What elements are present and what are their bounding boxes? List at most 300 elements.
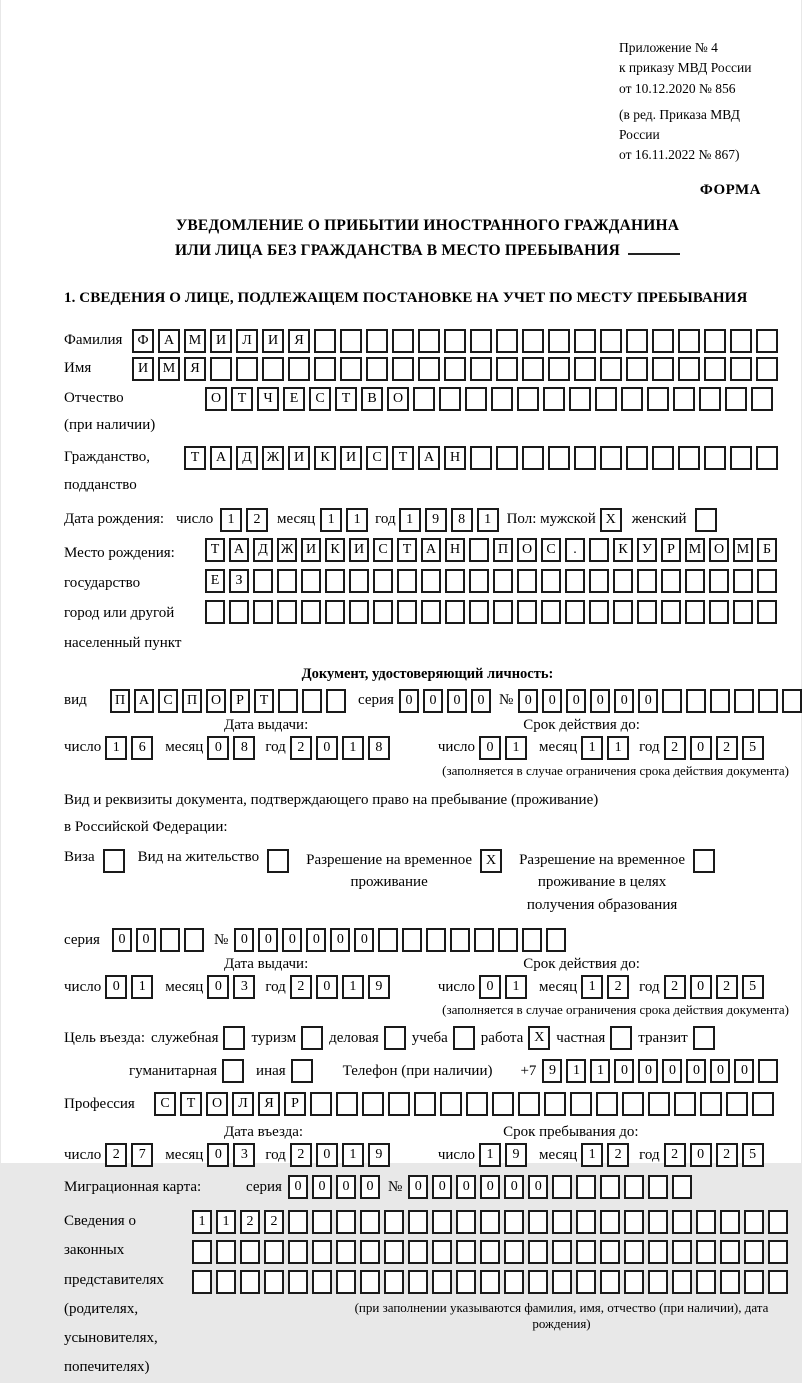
char-cell[interactable]: Я [184,357,206,381]
char-cell[interactable]: 9 [368,1143,390,1167]
char-cell[interactable] [709,600,729,624]
char-cell[interactable]: С [373,538,393,562]
char-cell[interactable]: 0 [316,736,338,760]
char-cell[interactable]: К [325,538,345,562]
char-cell[interactable] [392,329,414,353]
char-cell[interactable]: 0 [288,1175,308,1199]
char-cell[interactable]: 5 [742,975,764,999]
char-cell[interactable] [626,357,648,381]
char-cell[interactable] [757,600,777,624]
char-cell[interactable] [626,329,648,353]
char-cell[interactable] [517,600,537,624]
char-cell[interactable] [624,1240,644,1264]
char-cell[interactable] [384,1240,404,1264]
char-cell[interactable]: Я [288,329,310,353]
char-cell[interactable] [600,1175,620,1199]
char-cell[interactable] [752,1092,774,1116]
char-cell[interactable] [672,1175,692,1199]
char-cell[interactable]: 2 [290,1143,312,1167]
char-cell[interactable]: 0 [258,928,278,952]
char-cell[interactable]: 7 [131,1143,153,1167]
char-cell[interactable]: 1 [131,975,153,999]
char-cell[interactable]: Л [236,329,258,353]
char-cell[interactable] [413,387,435,411]
char-cell[interactable] [522,329,544,353]
char-cell[interactable] [469,569,489,593]
char-cell[interactable] [373,569,393,593]
char-cell[interactable] [647,387,669,411]
char-cell[interactable] [262,357,284,381]
char-cell[interactable]: И [288,446,310,470]
char-cell[interactable] [504,1240,524,1264]
char-cell[interactable]: 0 [207,975,229,999]
char-cell[interactable] [496,329,518,353]
char-cell[interactable]: 0 [590,689,610,713]
char-cell[interactable]: О [206,1092,228,1116]
char-cell[interactable]: Ф [132,329,154,353]
char-cell[interactable] [695,508,717,532]
char-cell[interactable]: X [480,849,502,873]
char-cell[interactable] [733,600,753,624]
char-cell[interactable] [453,1026,475,1050]
char-cell[interactable]: 1 [346,508,368,532]
char-cell[interactable]: 1 [581,1143,603,1167]
char-cell[interactable] [236,357,258,381]
char-cell[interactable]: 0 [471,689,491,713]
char-cell[interactable] [450,928,470,952]
char-cell[interactable] [662,689,682,713]
char-cell[interactable] [600,329,622,353]
char-cell[interactable] [678,329,700,353]
char-cell[interactable]: Т [205,538,225,562]
char-cell[interactable]: С [366,446,388,470]
char-cell[interactable] [696,1210,716,1234]
char-cell[interactable]: О [387,387,409,411]
char-cell[interactable]: 1 [342,736,364,760]
char-cell[interactable] [496,446,518,470]
char-cell[interactable] [574,329,596,353]
char-cell[interactable]: О [709,538,729,562]
char-cell[interactable] [730,329,752,353]
char-cell[interactable]: 0 [399,689,419,713]
char-cell[interactable] [768,1240,788,1264]
char-cell[interactable] [312,1270,332,1294]
char-cell[interactable] [444,329,466,353]
char-cell[interactable]: А [418,446,440,470]
char-cell[interactable]: О [206,689,226,713]
char-cell[interactable]: А [158,329,180,353]
char-cell[interactable]: 2 [290,736,312,760]
char-cell[interactable]: Е [283,387,305,411]
char-cell[interactable] [301,1026,323,1050]
char-cell[interactable] [744,1240,764,1264]
char-cell[interactable] [693,1026,715,1050]
char-cell[interactable]: М [733,538,753,562]
char-cell[interactable] [325,600,345,624]
char-cell[interactable] [685,569,705,593]
char-cell[interactable] [491,387,513,411]
char-cell[interactable]: 1 [342,975,364,999]
char-cell[interactable] [362,1092,384,1116]
char-cell[interactable]: А [210,446,232,470]
char-cell[interactable]: 1 [581,736,603,760]
char-cell[interactable]: О [205,387,227,411]
char-cell[interactable] [652,446,674,470]
char-cell[interactable] [693,849,715,873]
char-cell[interactable] [552,1210,572,1234]
char-cell[interactable] [552,1175,572,1199]
char-cell[interactable]: 1 [220,508,242,532]
char-cell[interactable] [648,1210,668,1234]
char-cell[interactable]: 0 [614,689,634,713]
char-cell[interactable] [548,329,570,353]
char-cell[interactable] [648,1240,668,1264]
char-cell[interactable]: 0 [360,1175,380,1199]
char-cell[interactable] [267,849,289,873]
char-cell[interactable]: С [309,387,331,411]
char-cell[interactable] [574,357,596,381]
char-cell[interactable] [699,387,721,411]
char-cell[interactable]: 0 [136,928,156,952]
char-cell[interactable] [498,928,518,952]
char-cell[interactable]: Р [284,1092,306,1116]
char-cell[interactable]: 0 [423,689,443,713]
char-cell[interactable]: Л [232,1092,254,1116]
char-cell[interactable] [544,1092,566,1116]
char-cell[interactable] [710,689,730,713]
char-cell[interactable]: 1 [192,1210,212,1234]
char-cell[interactable] [277,600,297,624]
char-cell[interactable] [366,329,388,353]
char-cell[interactable] [678,446,700,470]
char-cell[interactable] [340,357,362,381]
char-cell[interactable] [445,600,465,624]
char-cell[interactable]: 0 [528,1175,548,1199]
char-cell[interactable]: 0 [207,1143,229,1167]
char-cell[interactable] [600,1210,620,1234]
char-cell[interactable] [548,357,570,381]
char-cell[interactable] [685,600,705,624]
char-cell[interactable] [160,928,180,952]
char-cell[interactable] [397,600,417,624]
char-cell[interactable]: 1 [479,1143,501,1167]
char-cell[interactable] [756,357,778,381]
char-cell[interactable] [782,689,802,713]
char-cell[interactable] [600,1240,620,1264]
char-cell[interactable] [768,1270,788,1294]
char-cell[interactable]: С [541,538,561,562]
char-cell[interactable] [421,569,441,593]
char-cell[interactable]: 2 [607,1143,629,1167]
char-cell[interactable]: 0 [638,689,658,713]
char-cell[interactable] [672,1210,692,1234]
char-cell[interactable] [576,1210,596,1234]
char-cell[interactable] [384,1270,404,1294]
char-cell[interactable] [480,1270,500,1294]
char-cell[interactable]: 0 [456,1175,476,1199]
char-cell[interactable] [302,689,322,713]
char-cell[interactable] [673,387,695,411]
char-cell[interactable] [326,689,346,713]
char-cell[interactable]: О [517,538,537,562]
char-cell[interactable]: Т [397,538,417,562]
char-cell[interactable] [216,1270,236,1294]
char-cell[interactable] [470,329,492,353]
char-cell[interactable] [648,1270,668,1294]
char-cell[interactable]: Н [445,538,465,562]
char-cell[interactable]: Д [253,538,273,562]
char-cell[interactable]: 2 [716,1143,738,1167]
char-cell[interactable] [469,538,489,562]
char-cell[interactable]: 0 [690,1143,712,1167]
char-cell[interactable] [522,357,544,381]
char-cell[interactable] [421,600,441,624]
char-cell[interactable] [325,569,345,593]
char-cell[interactable]: И [340,446,362,470]
char-cell[interactable] [610,1026,632,1050]
char-cell[interactable] [744,1270,764,1294]
char-cell[interactable]: 0 [542,689,562,713]
char-cell[interactable] [704,357,726,381]
char-cell[interactable] [626,446,648,470]
char-cell[interactable] [756,329,778,353]
char-cell[interactable]: М [184,329,206,353]
char-cell[interactable]: 0 [112,928,132,952]
char-cell[interactable]: 0 [504,1175,524,1199]
char-cell[interactable] [253,569,273,593]
char-cell[interactable]: А [229,538,249,562]
char-cell[interactable] [548,446,570,470]
char-cell[interactable]: Д [236,446,258,470]
char-cell[interactable] [456,1240,476,1264]
char-cell[interactable] [440,1092,462,1116]
char-cell[interactable] [757,569,777,593]
char-cell[interactable]: 0 [312,1175,332,1199]
char-cell[interactable]: И [210,329,232,353]
char-cell[interactable] [288,1240,308,1264]
char-cell[interactable] [418,357,440,381]
char-cell[interactable] [678,357,700,381]
char-cell[interactable] [648,1175,668,1199]
char-cell[interactable]: 1 [342,1143,364,1167]
char-cell[interactable] [184,928,204,952]
char-cell[interactable] [613,569,633,593]
char-cell[interactable] [312,1210,332,1234]
char-cell[interactable]: М [685,538,705,562]
char-cell[interactable] [278,689,298,713]
char-cell[interactable]: Е [205,569,225,593]
char-cell[interactable]: 0 [282,928,302,952]
char-cell[interactable] [576,1240,596,1264]
char-cell[interactable]: 1 [320,508,342,532]
char-cell[interactable] [240,1240,260,1264]
char-cell[interactable] [439,387,461,411]
char-cell[interactable] [288,1210,308,1234]
char-cell[interactable]: 0 [690,736,712,760]
char-cell[interactable]: 1 [216,1210,236,1234]
char-cell[interactable]: 6 [131,736,153,760]
char-cell[interactable]: 2 [290,975,312,999]
char-cell[interactable] [288,357,310,381]
char-cell[interactable] [543,387,565,411]
char-cell[interactable] [432,1240,452,1264]
char-cell[interactable] [408,1240,428,1264]
char-cell[interactable] [492,1092,514,1116]
char-cell[interactable]: 2 [716,736,738,760]
char-cell[interactable]: У [637,538,657,562]
char-cell[interactable]: 0 [638,1059,658,1083]
char-cell[interactable]: 1 [399,508,421,532]
char-cell[interactable] [336,1210,356,1234]
char-cell[interactable] [493,600,513,624]
char-cell[interactable]: Б [757,538,777,562]
char-cell[interactable] [622,1092,644,1116]
char-cell[interactable]: Ч [257,387,279,411]
char-cell[interactable]: X [600,508,622,532]
char-cell[interactable] [312,1240,332,1264]
char-cell[interactable] [733,569,753,593]
char-cell[interactable] [672,1240,692,1264]
char-cell[interactable] [517,387,539,411]
char-cell[interactable]: 2 [664,1143,686,1167]
char-cell[interactable] [768,1210,788,1234]
char-cell[interactable] [720,1240,740,1264]
char-cell[interactable] [624,1175,644,1199]
char-cell[interactable] [600,357,622,381]
char-cell[interactable]: 3 [233,1143,255,1167]
char-cell[interactable]: 2 [664,736,686,760]
char-cell[interactable]: И [132,357,154,381]
char-cell[interactable] [192,1240,212,1264]
char-cell[interactable] [470,357,492,381]
char-cell[interactable]: 0 [734,1059,754,1083]
char-cell[interactable]: 1 [590,1059,610,1083]
char-cell[interactable] [751,387,773,411]
char-cell[interactable] [314,357,336,381]
char-cell[interactable]: 0 [336,1175,356,1199]
char-cell[interactable]: З [229,569,249,593]
char-cell[interactable]: 0 [207,736,229,760]
char-cell[interactable] [264,1270,284,1294]
char-cell[interactable] [661,569,681,593]
char-cell[interactable]: 0 [447,689,467,713]
char-cell[interactable]: 0 [480,1175,500,1199]
char-cell[interactable]: 0 [690,975,712,999]
char-cell[interactable] [444,357,466,381]
char-cell[interactable] [496,357,518,381]
char-cell[interactable] [589,600,609,624]
char-cell[interactable] [336,1092,358,1116]
char-cell[interactable] [432,1270,452,1294]
char-cell[interactable] [205,600,225,624]
char-cell[interactable]: 0 [710,1059,730,1083]
char-cell[interactable] [414,1092,436,1116]
char-cell[interactable] [392,357,414,381]
char-cell[interactable]: С [154,1092,176,1116]
char-cell[interactable] [528,1270,548,1294]
char-cell[interactable]: 9 [368,975,390,999]
char-cell[interactable] [725,387,747,411]
char-cell[interactable] [480,1210,500,1234]
char-cell[interactable] [517,569,537,593]
char-cell[interactable] [730,446,752,470]
char-cell[interactable] [730,357,752,381]
char-cell[interactable] [574,446,596,470]
char-cell[interactable]: 9 [505,1143,527,1167]
char-cell[interactable] [589,569,609,593]
char-cell[interactable] [734,689,754,713]
char-cell[interactable] [314,329,336,353]
char-cell[interactable] [408,1210,428,1234]
char-cell[interactable]: Т [254,689,274,713]
char-cell[interactable] [397,569,417,593]
char-cell[interactable] [565,600,585,624]
char-cell[interactable] [528,1240,548,1264]
char-cell[interactable]: Т [335,387,357,411]
char-cell[interactable]: 0 [662,1059,682,1083]
char-cell[interactable] [469,600,489,624]
char-cell[interactable] [192,1270,212,1294]
char-cell[interactable]: Ж [277,538,297,562]
char-cell[interactable]: 1 [581,975,603,999]
char-cell[interactable] [432,1210,452,1234]
char-cell[interactable]: 0 [105,975,127,999]
char-cell[interactable] [388,1092,410,1116]
char-cell[interactable] [264,1240,284,1264]
char-cell[interactable]: П [182,689,202,713]
char-cell[interactable]: Р [661,538,681,562]
char-cell[interactable] [744,1210,764,1234]
char-cell[interactable] [674,1092,696,1116]
char-cell[interactable] [470,446,492,470]
char-cell[interactable]: 0 [432,1175,452,1199]
char-cell[interactable] [613,600,633,624]
char-cell[interactable] [229,600,249,624]
char-cell[interactable]: Т [392,446,414,470]
char-cell[interactable] [596,1092,618,1116]
char-cell[interactable]: 0 [686,1059,706,1083]
char-cell[interactable] [456,1270,476,1294]
char-cell[interactable] [384,1026,406,1050]
char-cell[interactable] [720,1210,740,1234]
char-cell[interactable] [277,569,297,593]
char-cell[interactable] [652,329,674,353]
char-cell[interactable] [402,928,422,952]
char-cell[interactable] [541,569,561,593]
char-cell[interactable]: 0 [518,689,538,713]
char-cell[interactable]: А [134,689,154,713]
char-cell[interactable] [366,357,388,381]
char-cell[interactable]: 2 [246,508,268,532]
char-cell[interactable]: Р [230,689,250,713]
char-cell[interactable]: 0 [566,689,586,713]
char-cell[interactable]: 5 [742,1143,764,1167]
char-cell[interactable] [720,1270,740,1294]
char-cell[interactable]: Т [184,446,206,470]
char-cell[interactable]: Т [180,1092,202,1116]
char-cell[interactable] [493,569,513,593]
char-cell[interactable] [637,600,657,624]
char-cell[interactable] [291,1059,313,1083]
char-cell[interactable] [480,1240,500,1264]
char-cell[interactable] [528,1210,548,1234]
char-cell[interactable]: 0 [306,928,326,952]
char-cell[interactable] [336,1270,356,1294]
char-cell[interactable]: 1 [505,736,527,760]
char-cell[interactable] [426,928,446,952]
char-cell[interactable] [589,538,609,562]
char-cell[interactable] [552,1240,572,1264]
